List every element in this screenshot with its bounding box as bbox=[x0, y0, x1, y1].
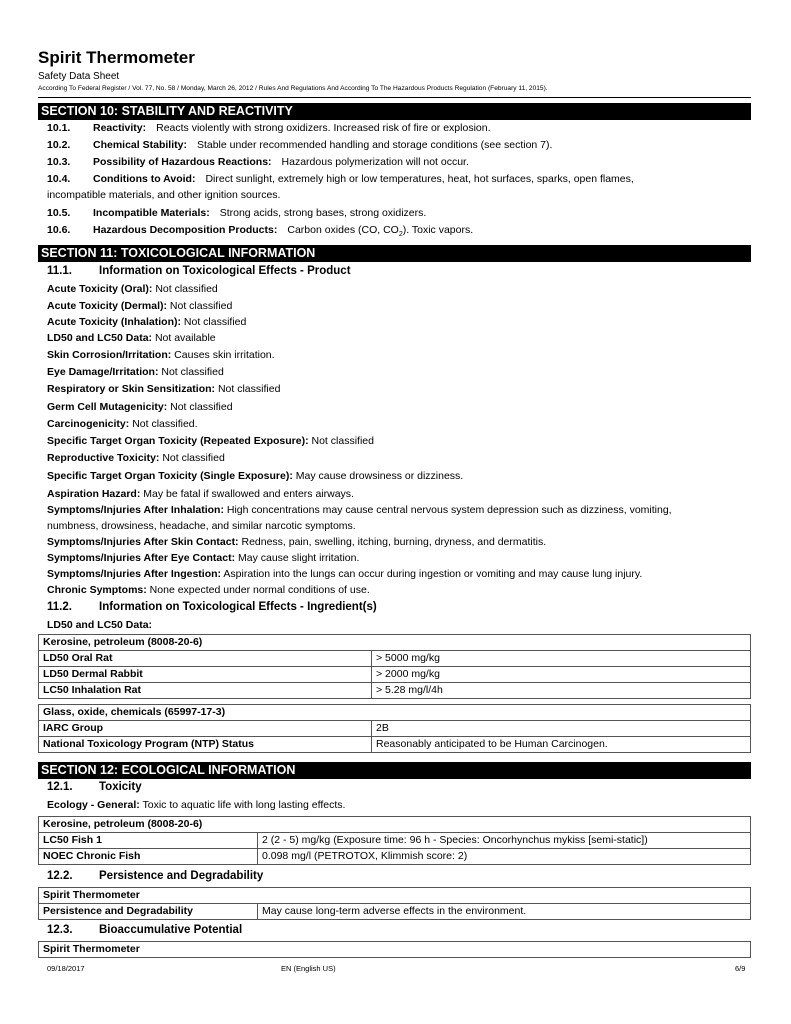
table-header: Glass, oxide, chemicals (65997-17-3) bbox=[39, 705, 751, 721]
subsection-label: Information on Toxicological Effects - Ingredient(s) bbox=[99, 601, 377, 613]
subsection-number: 11.2. bbox=[47, 601, 72, 613]
effect-value: Not classified bbox=[167, 401, 233, 413]
item-number: 10.6. bbox=[47, 224, 71, 236]
effect-label: Carcinogenicity: bbox=[47, 418, 130, 430]
item-text-tail: ). Toxic vapors. bbox=[402, 224, 474, 236]
document-subtitle: Safety Data Sheet bbox=[38, 71, 120, 82]
item-label: Reactivity: bbox=[93, 122, 147, 134]
effect-value: Not classified bbox=[180, 316, 247, 328]
product-title: Spirit Thermometer bbox=[38, 48, 195, 67]
effect-label: Eye Damage/Irritation: bbox=[47, 366, 159, 378]
effect-value: High concentrations may cause central nervous system depression such as dizziness, vomiting, bbox=[223, 504, 672, 516]
table-row bbox=[39, 667, 751, 683]
tox-effect-line bbox=[47, 332, 216, 344]
effect-value: Not classified bbox=[158, 366, 224, 378]
table-row bbox=[39, 651, 751, 667]
subsection-12-1 bbox=[47, 781, 142, 793]
bioaccumulative-table bbox=[38, 941, 751, 958]
effect-label: Skin Corrosion/Irritation: bbox=[47, 349, 172, 361]
effect-label: Germ Cell Mutagenicity: bbox=[47, 401, 168, 413]
effect-value: Causes skin irritation. bbox=[171, 349, 275, 361]
row-value: > 2000 mg/kg bbox=[372, 667, 751, 683]
row-label: NOEC Chronic Fish bbox=[39, 849, 258, 865]
tox-effect-line bbox=[47, 300, 232, 312]
effect-label: Acute Toxicity (Oral): bbox=[47, 283, 153, 295]
footer-language: EN (English US) bbox=[281, 964, 336, 973]
row-value: 2 (2 - 5) mg/kg (Exposure time: 96 h - Species: Oncorhynchus mykiss [semi-static]) bbox=[258, 833, 751, 849]
table-row bbox=[39, 721, 751, 737]
table-row bbox=[39, 683, 751, 699]
row-label: LD50 Dermal Rabbit bbox=[39, 667, 372, 683]
stability-item bbox=[47, 139, 552, 151]
item-text-continued: incompatible materials, and other ignition sources. bbox=[47, 189, 281, 201]
effect-label: Acute Toxicity (Dermal): bbox=[47, 300, 167, 312]
effect-label: Acute Toxicity (Inhalation): bbox=[47, 316, 181, 328]
row-value: Reasonably anticipated to be Human Carcinogen. bbox=[372, 737, 751, 753]
subsection-number: 11.1. bbox=[47, 265, 72, 277]
tox-effect-line bbox=[47, 470, 463, 482]
section-11-header: SECTION 11: TOXICOLOGICAL INFORMATION bbox=[38, 245, 751, 262]
tox-effect-line bbox=[47, 283, 218, 295]
stability-item bbox=[47, 156, 469, 168]
subsection-number: 12.1. bbox=[47, 781, 73, 793]
table-row bbox=[39, 849, 751, 865]
row-label: LC50 Inhalation Rat bbox=[39, 683, 372, 699]
item-subscript: 2 bbox=[398, 231, 403, 239]
stability-item bbox=[47, 122, 491, 134]
persistence-table bbox=[38, 887, 751, 920]
ecology-general bbox=[47, 799, 345, 811]
subsection-label: Bioaccumulative Potential bbox=[99, 924, 243, 936]
glass-oxide-tox-table bbox=[38, 704, 751, 753]
effect-value: None expected under normal conditions of use. bbox=[146, 584, 370, 596]
tox-effect-line bbox=[47, 584, 370, 596]
effect-label: Symptoms/Injuries After Skin Contact: bbox=[47, 536, 239, 548]
section-10-header: SECTION 10: STABILITY AND REACTIVITY bbox=[38, 103, 751, 120]
subsection-12-2 bbox=[47, 870, 263, 882]
effect-label: Specific Target Organ Toxicity (Repeated Exposure): bbox=[47, 435, 309, 447]
item-number: 10.1. bbox=[47, 122, 71, 134]
item-text: Reacts violently with strong oxidizers. Increased risk of fire or explosion. bbox=[156, 122, 491, 134]
effect-value: numbness, drowsiness, headache, and similar narcotic symptoms. bbox=[47, 520, 356, 532]
row-label: LD50 Oral Rat bbox=[39, 651, 372, 667]
regulation-line: According To Federal Register / Vol. 77, No. 58 / Monday, March 26, 2012 / Rules And Regulations And According To The Hazardous Products Regulation (February 11, 2015). bbox=[38, 85, 548, 92]
row-label: LC50 Fish 1 bbox=[39, 833, 258, 849]
effect-label: Symptoms/Injuries After Ingestion: bbox=[47, 568, 222, 580]
row-label: Persistence and Degradability bbox=[39, 904, 258, 920]
kerosine-eco-table bbox=[38, 816, 751, 865]
item-label: Possibility of Hazardous Reactions: bbox=[93, 156, 272, 168]
row-value: > 5000 mg/kg bbox=[372, 651, 751, 667]
effect-value: May cause drowsiness or dizziness. bbox=[292, 470, 464, 482]
row-label: National Toxicology Program (NTP) Status bbox=[39, 737, 372, 753]
effect-value: May cause slight irritation. bbox=[235, 552, 360, 564]
item-number: 10.2. bbox=[47, 139, 71, 151]
table-row bbox=[39, 737, 751, 753]
row-label: IARC Group bbox=[39, 721, 372, 737]
tox-effect-line bbox=[47, 488, 354, 500]
section-12-header: SECTION 12: ECOLOGICAL INFORMATION bbox=[38, 762, 751, 779]
effect-label: Reproductive Toxicity: bbox=[47, 452, 160, 464]
subsection-11-2 bbox=[47, 601, 377, 613]
effect-label: Symptoms/Injuries After Eye Contact: bbox=[47, 552, 236, 564]
subsection-label: Information on Toxicological Effects - Product bbox=[99, 265, 351, 277]
tox-effect-line bbox=[47, 552, 359, 564]
subsection-label: Toxicity bbox=[99, 781, 142, 793]
stability-item bbox=[47, 173, 634, 185]
effect-value: Not classified bbox=[152, 283, 218, 295]
row-value: 2B bbox=[372, 721, 751, 737]
item-number: 10.4. bbox=[47, 173, 71, 185]
item-label: Incompatible Materials: bbox=[93, 207, 210, 219]
tox-effect-line bbox=[47, 418, 198, 430]
effect-value: Aspiration into the lungs can occur during ingestion or vomiting and may cause lung injury. bbox=[221, 568, 643, 580]
effect-value: Not classified bbox=[159, 452, 225, 464]
item-text: Stable under recommended handling and storage conditions (see section 7). bbox=[196, 139, 553, 151]
tox-effect-line bbox=[47, 435, 374, 447]
subsection-label: Persistence and Degradability bbox=[99, 870, 264, 882]
table-row bbox=[39, 904, 751, 920]
item-label: Conditions to Avoid: bbox=[93, 173, 196, 185]
effect-value: Not available bbox=[152, 332, 216, 344]
row-value: May cause long-term adverse effects in the environment. bbox=[258, 904, 751, 920]
item-label: Hazardous Decomposition Products: bbox=[93, 224, 278, 236]
effect-label: Specific Target Organ Toxicity (Single Exposure): bbox=[47, 470, 293, 482]
effect-label: LD50 and LC50 Data: bbox=[47, 332, 153, 344]
tox-effect-line bbox=[47, 520, 356, 532]
tox-effect-line bbox=[47, 349, 275, 361]
tox-effect-line bbox=[47, 536, 546, 548]
ecology-text: Toxic to aquatic life with long lasting effects. bbox=[139, 799, 346, 811]
row-value: 0.098 mg/l (PETROTOX, Klimmish score: 2) bbox=[258, 849, 751, 865]
ld50-lc50-label: LD50 and LC50 Data: bbox=[47, 619, 153, 631]
ecology-label: Ecology - General: bbox=[47, 799, 140, 811]
tox-effect-line bbox=[47, 452, 225, 464]
effect-value: May be fatal if swallowed and enters airways. bbox=[140, 488, 354, 500]
item-text: Hazardous polymerization will not occur. bbox=[281, 156, 469, 168]
item-text: Direct sunlight, extremely high or low temperatures, heat, hot surfaces, sparks, open flames, bbox=[205, 173, 634, 185]
footer-page-number: 6/9 bbox=[735, 964, 746, 973]
kerosine-tox-table bbox=[38, 634, 751, 699]
tox-effect-line bbox=[47, 383, 280, 395]
item-number: 10.5. bbox=[47, 207, 71, 219]
header-divider bbox=[38, 97, 751, 98]
effect-label: Chronic Symptoms: bbox=[47, 584, 147, 596]
item-number: 10.3. bbox=[47, 156, 71, 168]
subsection-12-3 bbox=[47, 924, 242, 936]
item-label: Chemical Stability: bbox=[93, 139, 187, 151]
effect-value: Not classified bbox=[308, 435, 374, 447]
stability-item bbox=[47, 224, 473, 238]
footer-date: 09/18/2017 bbox=[47, 964, 85, 973]
table-header: Kerosine, petroleum (8008-20-6) bbox=[39, 635, 751, 651]
table-header: Kerosine, petroleum (8008-20-6) bbox=[39, 817, 751, 833]
effect-value: Redness, pain, swelling, itching, burning, dryness, and dermatitis. bbox=[238, 536, 547, 548]
effect-value: Not classified bbox=[215, 383, 281, 395]
subsection-11-1 bbox=[47, 265, 351, 277]
stability-item bbox=[47, 207, 426, 219]
effect-label: Symptoms/Injuries After Inhalation: bbox=[47, 504, 224, 516]
item-text: Carbon oxides (CO, CO bbox=[287, 224, 399, 236]
item-text: Strong acids, strong bases, strong oxidizers. bbox=[219, 207, 427, 219]
subsection-number: 12.3. bbox=[47, 924, 73, 936]
table-header: Spirit Thermometer bbox=[39, 942, 751, 958]
effect-label: Respiratory or Skin Sensitization: bbox=[47, 383, 216, 395]
tox-effect-line bbox=[47, 316, 246, 328]
subsection-number: 12.2. bbox=[47, 870, 73, 882]
effect-label: Aspiration Hazard: bbox=[47, 488, 141, 500]
tox-effect-line bbox=[47, 568, 642, 580]
tox-effect-line bbox=[47, 504, 672, 516]
effect-value: Not classified. bbox=[129, 418, 198, 430]
table-row bbox=[39, 833, 751, 849]
table-header: Spirit Thermometer bbox=[39, 888, 751, 904]
tox-effect-line bbox=[47, 401, 233, 413]
row-value: > 5.28 mg/l/4h bbox=[372, 683, 751, 699]
tox-effect-line bbox=[47, 366, 224, 378]
effect-value: Not classified bbox=[167, 300, 233, 312]
